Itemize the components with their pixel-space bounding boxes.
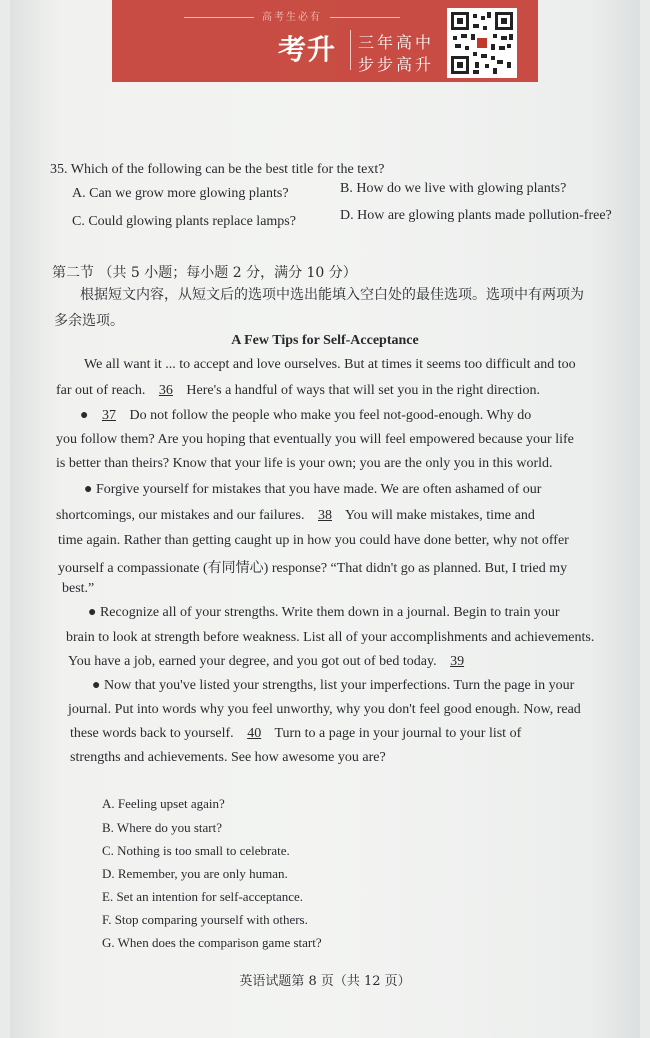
- passage-text: Turn to a page in your journal to your list of: [274, 726, 522, 741]
- passage-line: yourself a compassionate (有同情心) response? “That didn't go as planned. But, I tried my: [58, 561, 568, 576]
- choice-c: C. Nothing is too small to celebrate.: [102, 843, 290, 858]
- passage-text: You have a job, earned your degree, and you got out of bed today.: [68, 654, 437, 669]
- choice-b: B. Where do you start?: [102, 820, 222, 835]
- choice-g: G. When does the comparison game start?: [102, 935, 322, 950]
- question-35-option-d: D. How are glowing plants made pollution-free?: [340, 208, 612, 223]
- bullet-icon: ●: [80, 408, 89, 423]
- section-instruction-line1: 根据短文内容，从短文后的选项中选出能填入空白处的最佳选项。选项中有两项为: [80, 287, 584, 303]
- passage-line: We all want it ... to accept and love ourselves. But at times it seems too difficult and too: [84, 357, 576, 372]
- passage-line: [88, 605, 560, 621]
- qr-code-icon: [447, 8, 517, 78]
- passage-line: [70, 726, 521, 742]
- question-35-option-b: B. How do we live with glowing plants?: [340, 181, 567, 196]
- passage-title: A Few Tips for Self-Acceptance: [231, 333, 419, 348]
- watermark-banner: [112, 0, 538, 82]
- choice-a: A. Feeling upset again?: [102, 796, 225, 811]
- banner-slogan-line1: 三年高中: [358, 33, 435, 52]
- blank-39: 39: [450, 654, 465, 669]
- blank-37: 37: [101, 408, 116, 423]
- blank-38: 38: [317, 508, 332, 523]
- passage-line: [68, 654, 474, 670]
- blank-36: 36: [158, 383, 173, 398]
- blank-40: 40: [247, 726, 262, 741]
- bullet-icon: ●: [88, 605, 97, 620]
- passage-text: Do not follow the people who make you feel not-good-enough. Why do: [129, 408, 532, 423]
- bullet-icon: ●: [84, 482, 93, 497]
- passage-line: journal. Put into words why you feel unworthy, why you don't feel good enough. Now, read: [68, 702, 581, 717]
- banner-logo: 考升: [278, 33, 337, 66]
- passage-text: Here's a handful of ways that will set you in the right direction.: [186, 383, 541, 398]
- passage-line: brain to look at strength before weakness. List all of your accomplishments and achievements.: [66, 630, 595, 645]
- section-instruction-line2: 多余选项。: [54, 313, 124, 329]
- choice-d: D. Remember, you are only human.: [102, 866, 288, 881]
- passage-text: shortcomings, our mistakes and our failures.: [56, 508, 305, 523]
- question-35-option-a: A. Can we grow more glowing plants?: [72, 186, 289, 201]
- passage-line: [92, 678, 574, 694]
- banner-slogan-line2: 步步高升: [358, 55, 435, 74]
- passage-line: best.”: [62, 581, 95, 596]
- question-35-option-c: C. Could glowing plants replace lamps?: [72, 214, 296, 229]
- passage-line: [56, 508, 535, 524]
- passage-line: you follow them? Are you hoping that eventually you will feel empowered because your life: [56, 432, 574, 447]
- passage-text: these words back to yourself.: [70, 726, 234, 741]
- passage-line: [84, 482, 541, 498]
- bullet-icon: ●: [92, 678, 101, 693]
- passage-line: [56, 383, 540, 399]
- banner-slogan-top: 高考生必有: [112, 8, 472, 23]
- passage-line: [80, 408, 531, 424]
- passage-text: Forgive yourself for mistakes that you have made. We are often ashamed of our: [95, 482, 542, 497]
- passage-text: Now that you've listed your strengths, list your imperfections. Turn the page in your: [103, 678, 575, 693]
- passage-line: is better than theirs? Know that your life is your own; you are the only you in this world.: [56, 456, 553, 471]
- choice-e: E. Set an intention for self-acceptance.: [102, 889, 304, 904]
- passage-text: far out of reach.: [56, 383, 146, 398]
- passage-line: time again. Rather than getting caught up in how you could have done better, why not offer: [58, 533, 569, 548]
- banner-divider: [350, 30, 351, 70]
- passage-line: strengths and achievements. See how awesome you are?: [70, 750, 386, 765]
- section-heading: 第二节 （共 5 小题；每小题 2 分，满分 10 分）: [52, 265, 357, 281]
- choice-f: F. Stop comparing yourself with others.: [102, 912, 308, 927]
- page-footer: 英语试题第 8 页（共 12 页）: [239, 974, 411, 989]
- passage-text: Recognize all of your strengths. Write them down in a journal. Begin to train your: [99, 605, 560, 620]
- question-35-stem: 35. Which of the following can be the best title for the text?: [50, 162, 385, 177]
- passage-text: You will make mistakes, time and: [344, 508, 535, 523]
